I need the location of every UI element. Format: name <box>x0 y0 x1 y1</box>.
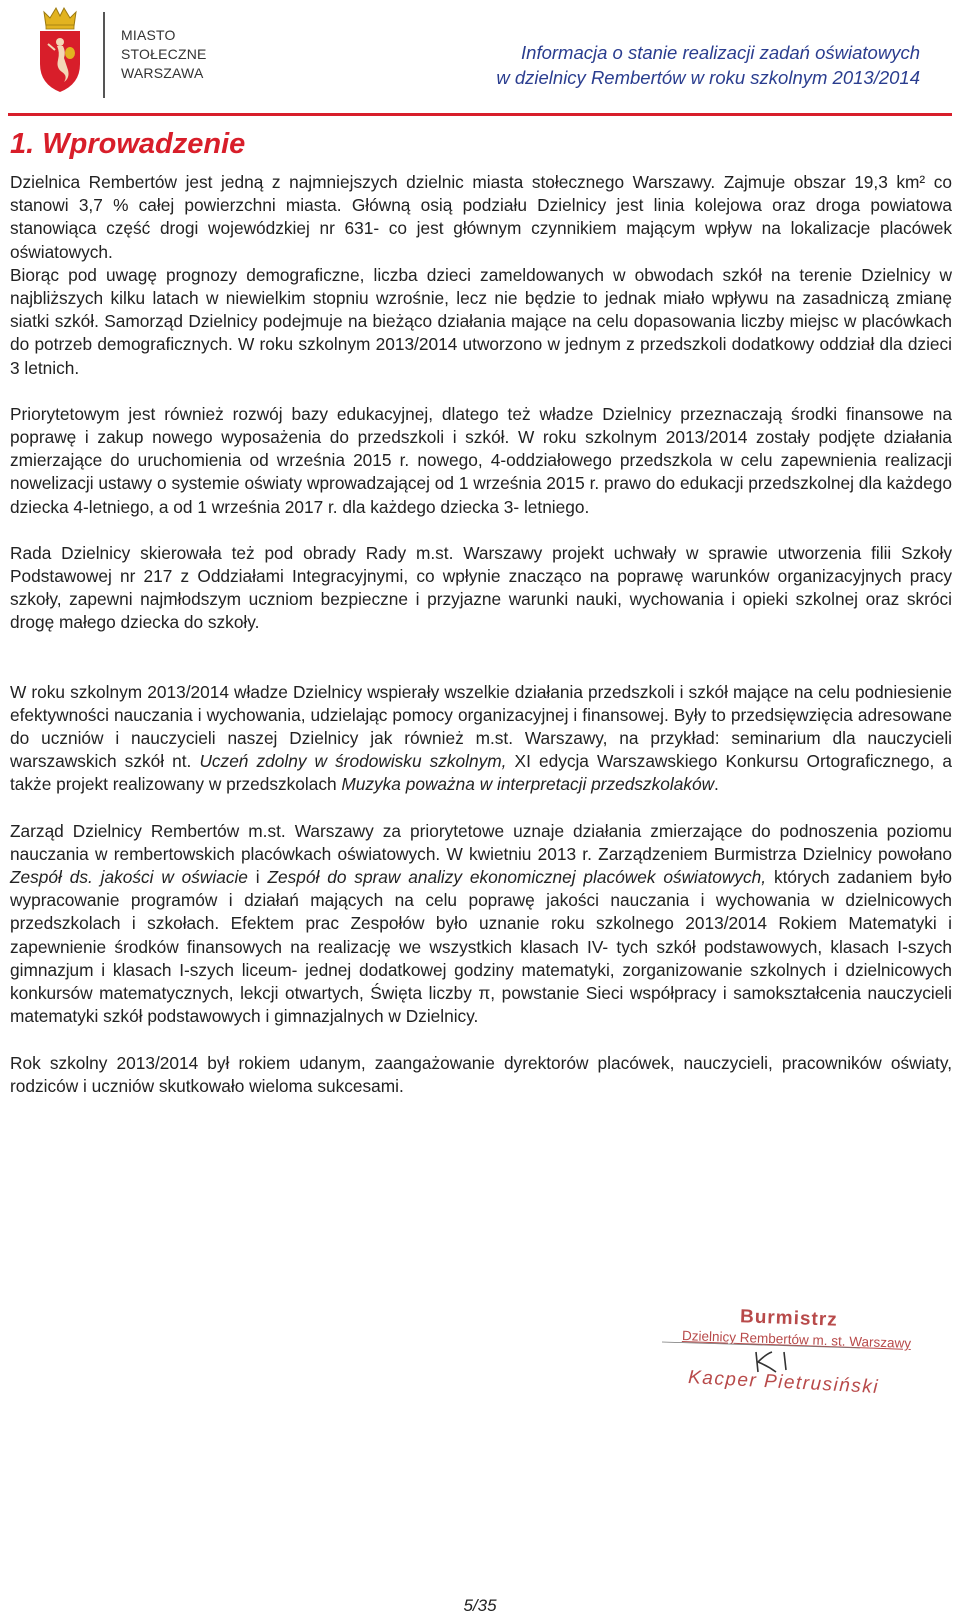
logo-divider <box>103 12 105 98</box>
logo-line: MIASTO <box>121 27 176 43</box>
signature-role: Burmistrz <box>739 1306 839 1331</box>
document-title-line: w dzielnicy Rembertów w roku szkolnym 2013/2014 <box>496 67 920 88</box>
document-body <box>10 171 952 1098</box>
paragraph: Dzielnica Rembertów jest jedną z najmniejszych dzielnic miasta stołecznego Warszawy. Zajmuje obszar 19,3 km² co stanowi 3,7 % całej powierzchni miasta. Główną osią podziału Dzielnicy jest linia kolejowa oraz droga powiatowa stanowiąca część drogi wojewódzkiej nr 631- co jest głównym czynnikiem mającym wpływ na lokalizacje placówek oświatowych. <box>10 172 952 262</box>
logo-line: WARSZAWA <box>121 65 204 81</box>
document-title-line: Informacja o stanie realizacji zadań oświatowych <box>521 42 920 63</box>
italic-title: Zespół do spraw analizy ekonomicznej placówek oświatowych, <box>267 867 767 888</box>
signature-name: Kacper Pietrusiński <box>687 1367 880 1398</box>
section-heading: 1. Wprowadzenie <box>10 128 246 160</box>
paragraph-text: W roku szkolnym 2013/2014 władze Dzielnicy wspierały wszelkie działania przedszkoli i szkół mające na celu podniesienie efektywności nauczania i wychowania, udzielając pomocy organizacyjnej i finansowej. Były to przedsięwzięcia adresowane do uczniów i nauczycieli naszej Dzielnicy jak również m.st. Warszawy, na przykład: seminarium dla nauczycieli warszawskich szkół nt. <box>10 681 952 772</box>
paragraph: Priorytetowym jest również rozwój bazy edukacyjnej, dlatego też władze Dzielnicy przeznaczają środki finansowe na poprawę i zakup nowego wyposażenia do przedszkoli i szkół. W roku szkolnym 2013/2014 zostały podjęte działania zmierzające do uruchomienia od września 2015 r. nowego, 4-oddziałowego przedszkola w celu zapewnienia realizacji nowelizacji ustawy o systemie oświaty wprowadzającej od 1 września 2015 r. prawo do edukacji przedszkolnej dla każdego dziecka 4-letniego, a od 1 września 2017 r. dla każdego dziecka 3- letniego. <box>10 403 952 517</box>
paragraph: Biorąc pod uwagę prognozy demograficzne, liczba dzieci zameldowanych w obwodach szkół na terenie Dzielnicy w najbliższych kilku latach w niewielkim stopniu wzrośnie, lecz nie będzie to jednak miało wpływu na zasadniczą zmianę siatki szkół. Samorząd Dzielnicy podejmuje na bieżąco działania mające na celu dopasowania liczby miejsc w placówkach do potrzeb demograficznych. W roku szkolnym 2013/2014 utworzono w jednym z przedszkoli dodatkowy oddział dla dzieci 3 letnich. <box>10 264 952 378</box>
paragraph-text: i <box>247 867 268 888</box>
paragraph-text: Zarząd Dzielnicy Rembertów m.st. Warszawy za priorytetowe uznaje działania zmierzające do podnoszenia poziomu nauczania w rembertowskich placówkach oświatowych. W kwietniu 2013 r. Zarządzeniem Burmistrza Dzielnicy powołano <box>10 820 952 864</box>
paragraph-text: . <box>714 774 719 795</box>
paragraph: Rok szkolny 2013/2014 był rokiem udanym, zaangażowanie dyrektorów placówek, nauczycieli, pracowników oświaty, rodziców i uczniów skutkowało wieloma sukcesami. <box>10 1052 952 1096</box>
warsaw-coat-of-arms-logo <box>30 6 90 94</box>
paragraph-text: XI edycja Warszawskiego Konkursu Ortograficznego, a także projekt realizowany w przedszkolach <box>10 751 952 795</box>
page-header <box>0 0 960 118</box>
paragraph <box>10 681 952 797</box>
signature-office: Dzielnicy Rembertów m. st. Warszawy <box>681 1328 912 1351</box>
document-title <box>400 40 920 90</box>
paragraph-text: których zadaniem było wypracowanie programów i działań mających na celu poprawę jakości nauczania i wychowania w dzielnicowych przedszkolach i szkołach. Efektem prac Zespołów było uznanie roku szkolnego 2013/2014 Rokiem Matematyki i zapewnienie środków finansowych na realizację we wszystkich klasach IV- tych szkół podstawowych, klasach I-szych gimnazjum i klasach I-szych liceum- jednej dodatkowej godziny matematyki, zorganizowanie szkolnych i dzielnicowych konkursów matematycznych, lekcji otwartych, Święta liczby π, powstanie Sieci współpracy i samokształcenia nauczycieli matematyki szkół podstawowych i gimnazjalnych w Dzielnicy. <box>10 867 953 1027</box>
header-rule <box>8 113 952 116</box>
logo-line: STOŁECZNE <box>121 46 207 62</box>
city-logo-text <box>121 26 207 83</box>
italic-title: Muzyka poważna w interpretacji przedszkolaków <box>341 774 715 795</box>
signature-stamp <box>660 1300 930 1410</box>
italic-title: Zespół ds. jakości w oświacie <box>10 867 248 888</box>
page-number: 5/35 <box>463 1596 497 1615</box>
italic-title: Uczeń zdolny w środowisku szkolnym, <box>199 751 507 772</box>
paragraph: Rada Dzielnicy skierowała też pod obrady Rady m.st. Warszawy projekt uchwały w sprawie utworzenia filii Szkoły Podstawowej nr 217 z Oddziałami Integracyjnymi, co wpłynie znacząco na poprawę warunków organizacyjnych pracy szkoły, zapewni najmłodszym uczniom bezpieczne i przyjazne warunki nauki, wychowania i opieki szkolnej oraz skróci drogę małego dziecka do szkoły. <box>10 542 952 633</box>
paragraph <box>10 820 952 1029</box>
